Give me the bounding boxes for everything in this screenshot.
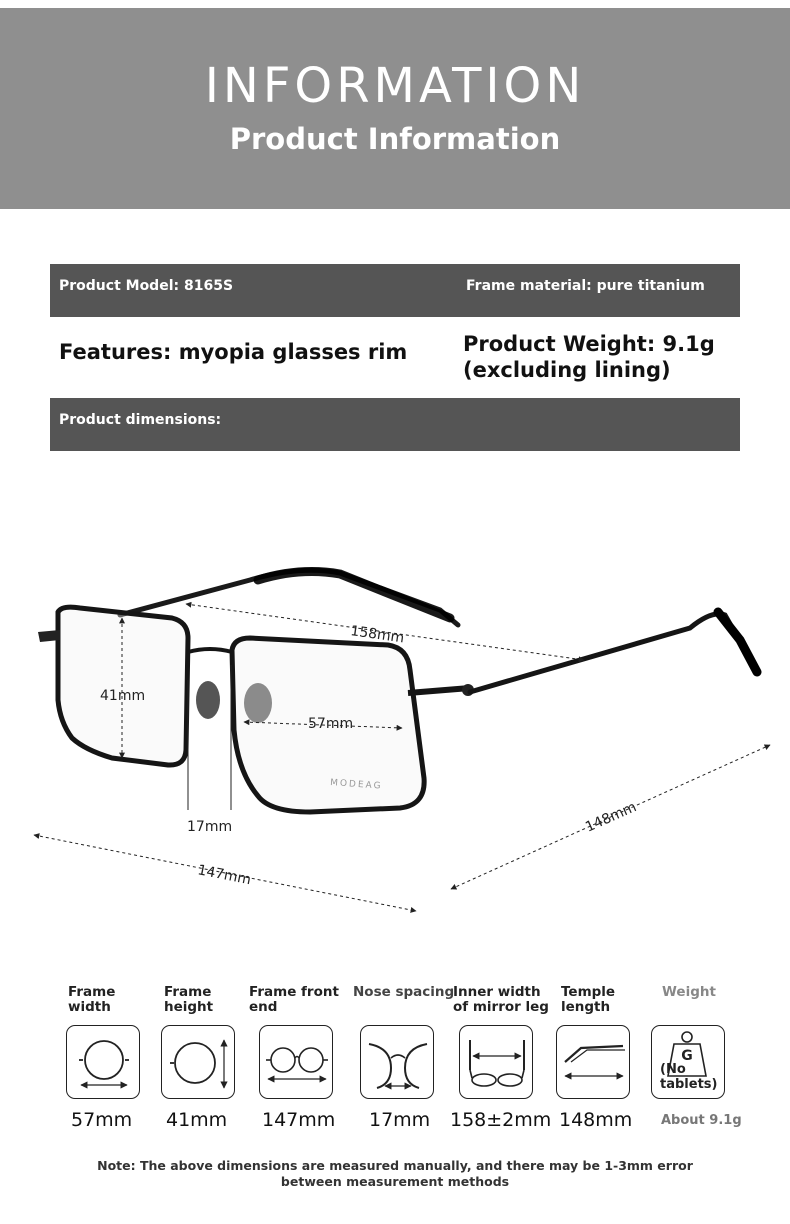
spec-label: Frame front end [249, 984, 339, 1015]
nose-pad-left [196, 681, 220, 719]
spec-label: Frame height [164, 984, 214, 1015]
weight-line-2: (excluding lining) [463, 358, 671, 382]
spec-value: 148mm [559, 1109, 633, 1131]
temple-length-label: 158mm [349, 623, 406, 647]
spec-label: Inner width of mirror leg [453, 984, 549, 1015]
spec-value: 158±2mm [450, 1109, 552, 1131]
near-temple [470, 614, 757, 692]
temple-inner-width-icon [459, 1025, 533, 1099]
frame-material: Frame material: pure titanium [466, 278, 705, 294]
lens-width-label: 57mm [308, 716, 354, 732]
side-length-label: 148mm [583, 799, 639, 836]
lens-height-label: 41mm [100, 688, 146, 704]
spec-value: 17mm [369, 1109, 431, 1131]
product-weight [463, 331, 733, 383]
dimensions-bar [50, 398, 740, 451]
measurement-note: Note: The above dimensions are measured manually, and there may be 1-3mm error between measurement methods [97, 1158, 693, 1189]
spec-value: About 9.1g [661, 1113, 742, 1128]
weight-icon [651, 1025, 725, 1099]
features-text: Features: myopia glasses rim [59, 340, 408, 364]
lens-height-icon [161, 1025, 235, 1099]
bridge-label: 17mm [187, 819, 233, 835]
spec-value: 41mm [166, 1109, 228, 1131]
front-width-icon [259, 1025, 333, 1099]
spec-label: Temple length [561, 984, 616, 1015]
spec-label: Nose spacing [353, 984, 455, 1000]
weight-line-1: Product Weight: 9.1g [463, 332, 715, 356]
spec-label: Weight [662, 984, 716, 1000]
page-title: INFORMATION [204, 58, 586, 114]
spec-value: 57mm [71, 1109, 133, 1131]
glasses-diagram [0, 460, 790, 960]
svg-text:G: G [681, 1048, 693, 1064]
spec-value: 147mm [262, 1109, 336, 1131]
bridge [188, 649, 232, 652]
nose-bridge-icon [360, 1025, 434, 1099]
model-material-bar [50, 264, 740, 317]
header-banner [0, 8, 790, 209]
weight-note: (No tablets) [660, 1062, 718, 1092]
total-width-label: 147mm [196, 862, 253, 889]
lens-width-icon [66, 1025, 140, 1099]
brand-mark: MODEAG [329, 778, 383, 792]
page-subtitle: Product Information [229, 122, 561, 156]
temple-length-icon [556, 1025, 630, 1099]
dimensions-heading: Product dimensions: [59, 412, 222, 428]
left-lens-rim [58, 607, 188, 765]
spec-label: Frame width [68, 984, 116, 1015]
product-model: Product Model: 8165S [59, 278, 234, 294]
